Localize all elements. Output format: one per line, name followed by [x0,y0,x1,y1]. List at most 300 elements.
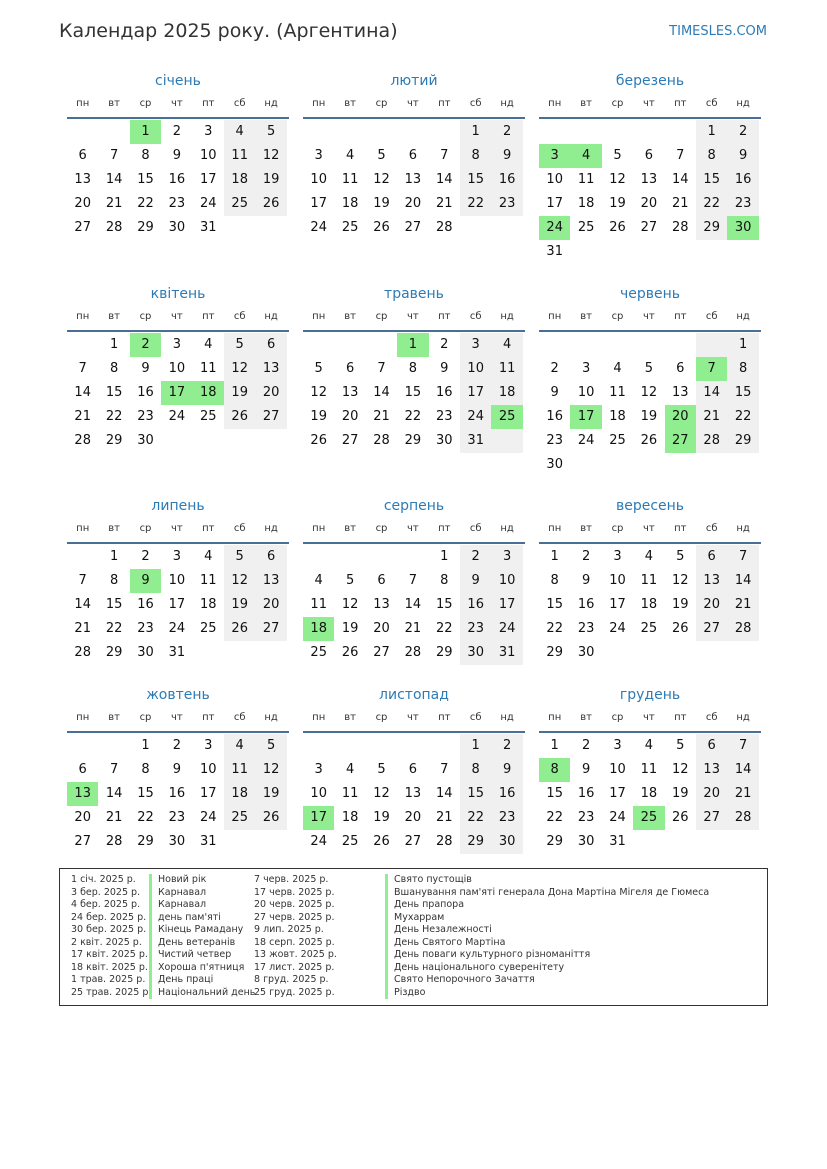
weekday-header [67,311,289,325]
day-cell: 3 [613,549,622,564]
day-cell: 26 [231,409,248,424]
day-cell: 6 [78,762,87,777]
weekday-label: сб [705,98,718,109]
day-cell: 23 [546,433,563,448]
day-cell: 1 [471,124,480,139]
day-cell: 13 [672,385,689,400]
weekday-label: пт [438,98,451,109]
holiday-date: 13 жовт. 2025 р. [254,949,337,960]
weekday-label: нд [736,98,750,109]
day-cell: 22 [546,810,563,825]
holiday-date: 8 груд. 2025 р. [254,974,329,985]
holiday-day-cell: 27 [665,429,696,453]
day-cell: 5 [235,549,244,564]
holiday-date: 27 черв. 2025 р. [254,911,335,923]
day-cell: 29 [137,834,154,849]
day-cell: 8 [141,148,150,163]
day-cell: 20 [74,810,91,825]
holiday-day-cell: 17 [570,405,601,429]
day-cell: 22 [105,409,123,424]
day-cell: 12 [231,361,248,376]
holiday-name: Мухаррам [385,912,709,925]
holiday-name: день пам'яті [149,912,255,925]
day-cell: 26 [310,433,327,448]
holiday-name: День поваги культурного різноманіття [385,949,709,962]
day-cell: 8 [707,148,716,163]
day-cell: 30 [577,834,595,849]
day-cell: 12 [341,597,359,612]
day-cell: 4 [345,762,355,777]
day-cell: 28 [672,220,689,235]
day-cell: 14 [436,786,453,801]
day-cell: 19 [231,597,248,612]
day-cell: 11 [577,172,595,187]
day-cell: 18 [640,786,658,801]
day-cell: 13 [640,172,658,187]
holiday-name: Вшанування пам'яті генерала Дона Мартіна Мігеля де Гюмеса [385,887,709,900]
day-cell: 7 [440,148,449,163]
day-cell: 6 [707,738,716,753]
day-cell: 2 [581,549,591,564]
day-cell: 19 [373,196,390,211]
day-cell: 2 [141,549,150,564]
day-cell: 26 [672,810,689,825]
day-cell: 19 [231,385,248,400]
weekday-label: сб [233,712,246,723]
day-cell: 16 [467,597,484,612]
day-cell: 5 [235,337,244,352]
weekday-label: пт [674,712,687,723]
day-cell: 31 [498,645,516,660]
day-cell: 26 [262,810,280,825]
day-cell: 30 [137,645,154,660]
day-cell: 15 [137,172,154,187]
day-cell: 17 [609,786,626,801]
day-cell: 9 [581,762,591,777]
weekday-label: нд [736,712,750,723]
day-cell: 15 [734,385,752,400]
day-cell: 24 [609,810,626,825]
header-rule [539,731,761,733]
holiday-date: 17 квіт. 2025 р. [71,949,148,960]
weekday-label: нд [264,98,278,109]
weekday-label: пн [548,311,562,322]
day-cell: 29 [546,645,563,660]
day-cell: 1 [738,337,748,352]
day-cell: 31 [609,834,626,849]
day-cell: 16 [436,385,453,400]
weekday-header [67,712,289,726]
day-cell: 18 [231,172,248,187]
month-name: грудень [619,687,681,703]
weekday-label: ср [611,712,624,723]
day-cell: 31 [200,220,217,235]
day-cell: 4 [502,337,512,352]
day-cell: 4 [644,549,654,564]
weekday-label: вт [108,712,120,723]
day-cell: 2 [172,124,182,139]
weekday-label: пт [202,311,215,322]
day-cell: 2 [471,549,480,564]
day-cell: 5 [377,148,386,163]
day-cell: 25 [231,810,248,825]
month-name: лютий [390,73,438,89]
day-cell: 9 [471,573,480,588]
weekday-label: вт [344,523,356,534]
day-cell: 26 [640,433,658,448]
holiday-name: День національного суверенітету [385,962,709,975]
day-cell: 19 [310,409,327,424]
holiday-names-left [149,874,255,999]
day-cell: 21 [74,409,91,424]
weekday-label: нд [736,311,750,322]
day-cell: 30 [546,457,563,472]
day-cell: 12 [373,172,390,187]
day-cell: 11 [231,762,248,777]
day-cell: 20 [74,196,91,211]
day-cell: 9 [550,385,559,400]
weekday-label: пт [674,311,687,322]
month-4 [67,285,289,475]
day-cell: 21 [105,810,123,825]
day-cell: 14 [74,385,91,400]
holiday-day-cell: 8 [539,758,570,782]
month-11 [303,686,525,876]
day-cell: 29 [703,220,720,235]
day-cell: 15 [467,172,484,187]
day-cell: 11 [640,762,658,777]
holiday-date: 4 бер. 2025 р. [71,899,141,910]
holiday-name: Національний день [149,987,255,1000]
day-cell: 5 [613,148,622,163]
day-cell: 22 [734,409,752,424]
day-cell: 28 [105,220,123,235]
holiday-name: Кінець Рамадану [149,924,255,937]
day-cell: 12 [373,786,390,801]
weekday-label: вт [108,523,120,534]
weekday-label: нд [264,523,278,534]
header-rule [303,542,525,544]
day-cell: 8 [471,148,480,163]
day-cell: 28 [373,433,390,448]
holiday-date: 17 черв. 2025 р. [254,886,335,898]
day-cell: 28 [74,645,91,660]
day-cell: 21 [436,196,453,211]
holiday-day-cell: 20 [665,405,696,429]
day-cell: 29 [546,834,563,849]
day-cell: 19 [373,810,390,825]
day-cell: 20 [373,621,390,636]
day-cell: 16 [734,172,752,187]
day-cell: 4 [235,124,244,139]
day-cell: 4 [314,573,323,588]
weekday-label: пн [76,712,90,723]
weekday-label: ср [375,712,388,723]
day-cell: 1 [440,549,449,564]
day-cell: 24 [310,220,327,235]
weekday-label: ср [375,98,388,109]
day-cell: 15 [105,385,123,400]
day-cell: 11 [200,573,217,588]
weekday-label: сб [233,311,246,322]
weekday-label: пн [76,311,90,322]
day-cell: 27 [262,409,280,424]
day-cell: 13 [703,573,720,588]
day-cell: 2 [172,738,182,753]
day-cell: 10 [168,361,186,376]
day-cell: 27 [703,810,720,825]
day-cell: 9 [502,148,512,163]
day-cell: 23 [168,196,186,211]
day-cell: 18 [341,196,359,211]
weekday-label: вт [580,311,592,322]
day-cell: 13 [262,573,280,588]
weekday-label: пн [76,523,90,534]
weekday-label: пт [674,523,687,534]
day-cell: 15 [546,786,563,801]
day-cell: 14 [105,172,123,187]
day-cell: 30 [436,433,453,448]
day-cell: 27 [262,621,280,636]
weekday-label: пн [312,523,326,534]
day-cell: 21 [436,810,453,825]
site-link[interactable]: TIMESLES.COM [669,24,767,39]
day-cell: 18 [498,385,516,400]
holiday-date: 17 лист. 2025 р. [254,961,335,973]
holiday-date: 1 січ. 2025 р. [71,874,136,885]
day-cell: 19 [609,196,626,211]
day-cell: 30 [168,220,186,235]
holiday-date: 24 бер. 2025 р. [71,911,147,923]
day-cell: 21 [373,409,390,424]
day-cell: 13 [341,385,359,400]
holiday-day-cell: 1 [397,333,428,357]
header-rule [303,117,525,119]
day-cell: 25 [577,220,595,235]
day-cell: 19 [672,597,689,612]
holiday-date: 20 черв. 2025 р. [254,899,335,910]
day-cell: 23 [498,196,516,211]
holiday-day-cell: 17 [161,381,192,405]
day-cell: 27 [373,645,390,660]
day-cell: 3 [172,337,182,352]
day-cell: 22 [467,196,484,211]
weekday-label: чт [171,523,183,534]
day-cell: 27 [404,834,422,849]
day-cell: 25 [341,220,359,235]
weekday-label: чт [643,523,655,534]
holiday-day-cell: 2 [130,333,161,357]
header-rule [67,330,289,332]
day-cell: 17 [546,196,563,211]
day-cell: 7 [78,573,87,588]
header-rule [303,330,525,332]
day-cell: 28 [734,621,752,636]
day-cell: 24 [168,409,186,424]
day-cell: 23 [734,196,752,211]
day-cell: 16 [168,172,186,187]
weekday-label: сб [705,523,718,534]
day-cell: 8 [550,573,559,588]
day-cell: 24 [310,834,327,849]
holiday-name: День Незалежності [385,924,709,937]
weekday-label: нд [500,523,514,534]
day-cell: 1 [707,124,716,139]
day-cell: 21 [404,621,422,636]
weekday-label: нд [264,712,278,723]
day-cell: 22 [546,621,563,636]
day-cell: 28 [105,834,123,849]
day-cell: 30 [498,834,516,849]
holiday-date: 2 квіт. 2025 р. [71,936,142,948]
day-cell: 24 [200,810,217,825]
weekday-label: нд [500,311,514,322]
day-cell: 13 [262,361,280,376]
day-cell: 23 [168,810,186,825]
day-cell: 18 [640,597,658,612]
day-cell: 27 [404,220,422,235]
day-cell: 14 [703,385,720,400]
day-cell: 9 [172,148,182,163]
holiday-dates-right [254,874,337,999]
day-cell: 22 [703,196,720,211]
holiday-names-right [385,874,709,999]
weekday-label: сб [233,98,246,109]
holiday-name: Свято Непорочного Зачаття [385,974,709,987]
day-cell: 22 [467,810,484,825]
holiday-date: 30 бер. 2025 р. [71,924,147,935]
day-cell: 21 [74,621,91,636]
day-cell: 7 [676,148,685,163]
day-cell: 2 [550,361,559,376]
day-cell: 10 [609,762,626,777]
day-cell: 18 [200,597,217,612]
holiday-day-cell: 1 [130,120,161,144]
weekday-label: вт [344,98,356,109]
day-cell: 22 [436,621,453,636]
month-name: липень [151,498,205,514]
weekday-label: вт [108,311,120,322]
day-cell: 19 [672,786,689,801]
day-cell: 27 [703,621,720,636]
day-cell: 15 [137,786,154,801]
day-cell: 10 [310,172,327,187]
day-cell: 15 [546,597,563,612]
day-cell: 26 [262,196,280,211]
day-cell: 23 [577,621,595,636]
holiday-dates-left [71,874,151,999]
month-9 [539,497,761,687]
day-cell: 28 [436,220,453,235]
day-cell: 25 [231,196,248,211]
day-cell: 2 [581,738,591,753]
day-cell: 25 [341,834,359,849]
day-cell: 12 [609,172,626,187]
day-cell: 29 [467,834,484,849]
holiday-name: Чистий четвер [149,949,255,962]
weekday-label: пн [312,98,326,109]
weekday-label: чт [643,311,655,322]
day-cell: 25 [200,621,217,636]
weekday-label: чт [643,712,655,723]
weekday-header [67,523,289,537]
holiday-name: Свято пустощів [385,874,709,887]
day-cell: 21 [672,196,689,211]
day-cell: 7 [109,148,119,163]
weekday-header [539,311,761,325]
day-cell: 14 [436,172,453,187]
day-cell: 13 [703,762,720,777]
day-cell: 4 [235,738,244,753]
day-cell: 9 [440,361,449,376]
holiday-name: День Святого Мартіна [385,937,709,950]
weekday-label: пн [548,523,562,534]
day-cell: 31 [546,244,563,259]
header-rule [539,117,761,119]
day-cell: 5 [676,738,685,753]
day-cell: 29 [404,433,422,448]
day-cell: 9 [141,361,150,376]
day-cell: 2 [738,124,748,139]
day-cell: 10 [310,786,327,801]
holiday-name: Новий рік [149,874,255,887]
day-cell: 6 [707,549,716,564]
weekday-label: пн [548,712,562,723]
weekday-header [303,523,525,537]
day-cell: 24 [577,433,595,448]
day-cell: 15 [703,172,720,187]
day-cell: 3 [204,738,213,753]
day-cell: 9 [581,573,591,588]
holiday-date: 18 серп. 2025 р. [254,936,335,948]
month-name: травень [384,286,444,302]
weekday-label: вт [580,712,592,723]
holiday-date: 25 трав. 2025 р. [71,986,152,998]
weekday-label: пт [674,98,687,109]
weekday-label: сб [469,712,482,723]
day-cell: 11 [200,361,217,376]
day-cell: 3 [502,549,512,564]
day-cell: 30 [467,645,484,660]
day-cell: 17 [168,597,186,612]
day-cell: 28 [74,433,91,448]
holiday-name: Хороша п'ятниця [149,962,255,975]
day-cell: 1 [471,738,480,753]
holiday-day-cell: 25 [633,806,664,830]
weekday-header [303,712,525,726]
header-rule [303,731,525,733]
day-cell: 10 [200,148,217,163]
weekday-header [303,311,525,325]
month-10 [67,686,289,876]
holiday-day-cell: 18 [193,381,224,405]
day-cell: 28 [436,834,453,849]
weekday-label: сб [469,98,482,109]
day-cell: 15 [105,597,123,612]
day-cell: 26 [373,220,390,235]
day-cell: 6 [408,762,418,777]
day-cell: 28 [734,810,752,825]
day-cell: 1 [109,337,119,352]
day-cell: 16 [498,172,516,187]
day-cell: 17 [609,597,626,612]
day-cell: 19 [262,786,280,801]
day-cell: 10 [467,361,484,376]
holiday-day-cell: 13 [67,782,98,806]
month-name: листопад [379,687,449,703]
weekday-label: вт [344,311,356,322]
weekday-label: сб [469,311,482,322]
